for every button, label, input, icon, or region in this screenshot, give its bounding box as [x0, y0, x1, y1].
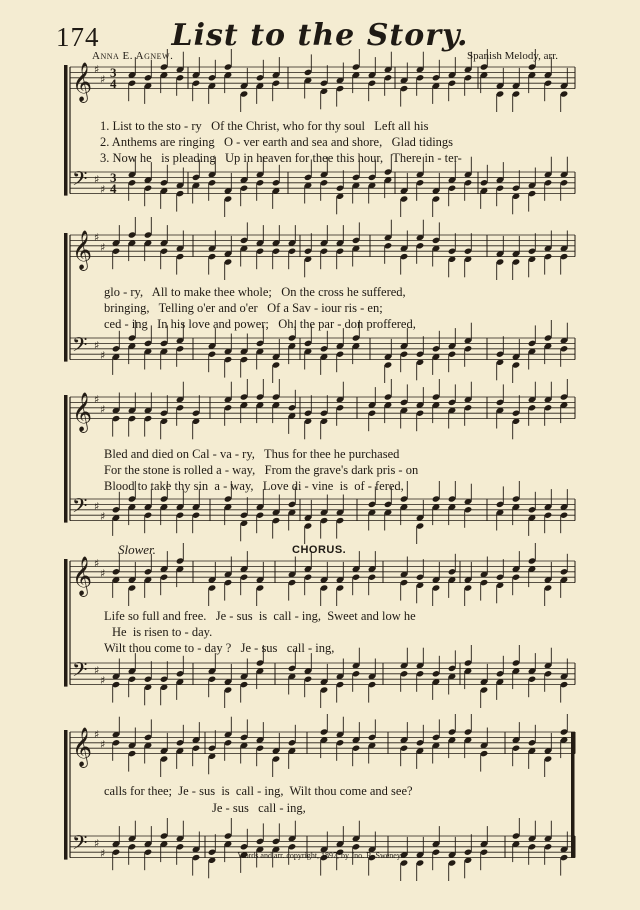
lyric-line: For the stone is rolled a - way, From the grave's dark pris - on: [104, 463, 419, 477]
lyric-line: He is risen to - day.: [112, 625, 213, 639]
time-signature: 3: [110, 65, 117, 80]
key-sharp-icon: ♯: [100, 738, 106, 751]
system-bracket: [64, 559, 68, 687]
time-signature: 4: [110, 181, 117, 196]
treble-clef-icon: 𝄞: [72, 727, 93, 767]
lyric-line: 2. Anthems are ringing O - ver earth and sea and shore, Glad tidings: [100, 135, 454, 149]
lyric-line: 1. List to the sto - ry Of the Christ, who for thy soul Left all his: [100, 119, 429, 133]
key-sharp-icon: ♯: [94, 173, 100, 186]
treble-clef-icon: 𝄞: [72, 392, 93, 432]
key-sharp-icon: ♯: [94, 664, 100, 677]
lyric-line: calls for thee; Je - sus is call - ing, Wilt thou come and see?: [104, 784, 413, 798]
key-sharp-icon: ♯: [100, 510, 106, 523]
key-sharp-icon: ♯: [94, 500, 100, 513]
key-sharp-icon: ♯: [100, 847, 106, 860]
treble-clef-icon: 𝄞: [72, 556, 93, 596]
lyric-line: ced - ing In his love and power; Oh, the par - don proffered,: [104, 317, 416, 331]
bass-clef-icon: 𝄢: [72, 831, 88, 859]
key-sharp-icon: ♯: [100, 674, 106, 687]
key-sharp-icon: ♯: [100, 183, 106, 196]
lyric-line: Life so full and free. Je - sus is call - ing, Sweet and low he: [104, 609, 416, 623]
key-sharp-icon: ♯: [100, 403, 106, 416]
system-bracket: [64, 730, 68, 860]
tempo-marking-slower: Slower.: [118, 542, 156, 557]
key-sharp-icon: ♯: [94, 728, 100, 741]
time-signature: 3: [110, 170, 117, 185]
system-bracket: [64, 233, 68, 362]
key-sharp-icon: ♯: [94, 557, 100, 570]
lyric-line: Bled and died on Cal - va - ry, Thus for thee he purchased: [104, 447, 400, 461]
treble-clef-icon: 𝄞: [72, 62, 93, 102]
key-sharp-icon: ♯: [100, 567, 106, 580]
bass-clef-icon: 𝄢: [72, 167, 88, 195]
key-sharp-icon: ♯: [100, 73, 106, 86]
bass-clef-icon: 𝄢: [72, 658, 88, 686]
hymn-title: List to the Story.: [171, 18, 469, 53]
copyright-notice: Words and arr. copyright, 1897, by Jno. R. Sweney.: [237, 851, 403, 860]
lyric-line: Blood to take thy sin a - way, Love di - vine is of - fered,: [104, 479, 404, 493]
chorus-label: CHORUS.: [292, 544, 347, 556]
lyric-line: Wilt thou come to - day ? Je - sus call - ing,: [104, 641, 335, 655]
composer-credit: Spanish Melody, arr.: [467, 50, 558, 62]
bass-clef-icon: 𝄢: [72, 494, 88, 522]
key-sharp-icon: ♯: [94, 837, 100, 850]
key-sharp-icon: ♯: [94, 231, 100, 244]
key-sharp-icon: ♯: [94, 339, 100, 352]
lyric-line: glo - ry, All to make thee whole; On the cross he suffered,: [104, 285, 406, 299]
lyricist-credit: Anna E. Agnew.: [92, 50, 174, 62]
key-sharp-icon: ♯: [94, 393, 100, 406]
page-number: 174: [56, 22, 100, 52]
time-signature: 4: [110, 76, 117, 91]
lyric-line: Je - sus call - ing,: [212, 801, 306, 815]
key-sharp-icon: ♯: [94, 63, 100, 76]
treble-clef-icon: 𝄞: [72, 230, 93, 270]
key-sharp-icon: ♯: [100, 241, 106, 254]
key-sharp-icon: ♯: [100, 349, 106, 362]
lyric-line: 3. Now he is pleading Up in heaven for thee this hour, There in - ter-: [100, 151, 462, 165]
lyric-line: bringing, Telling o'er and o'er Of a Sav - iour ris - en;: [104, 301, 383, 315]
system-bracket: [64, 65, 68, 196]
system-bracket: [64, 395, 68, 523]
bass-clef-icon: 𝄢: [72, 333, 88, 361]
